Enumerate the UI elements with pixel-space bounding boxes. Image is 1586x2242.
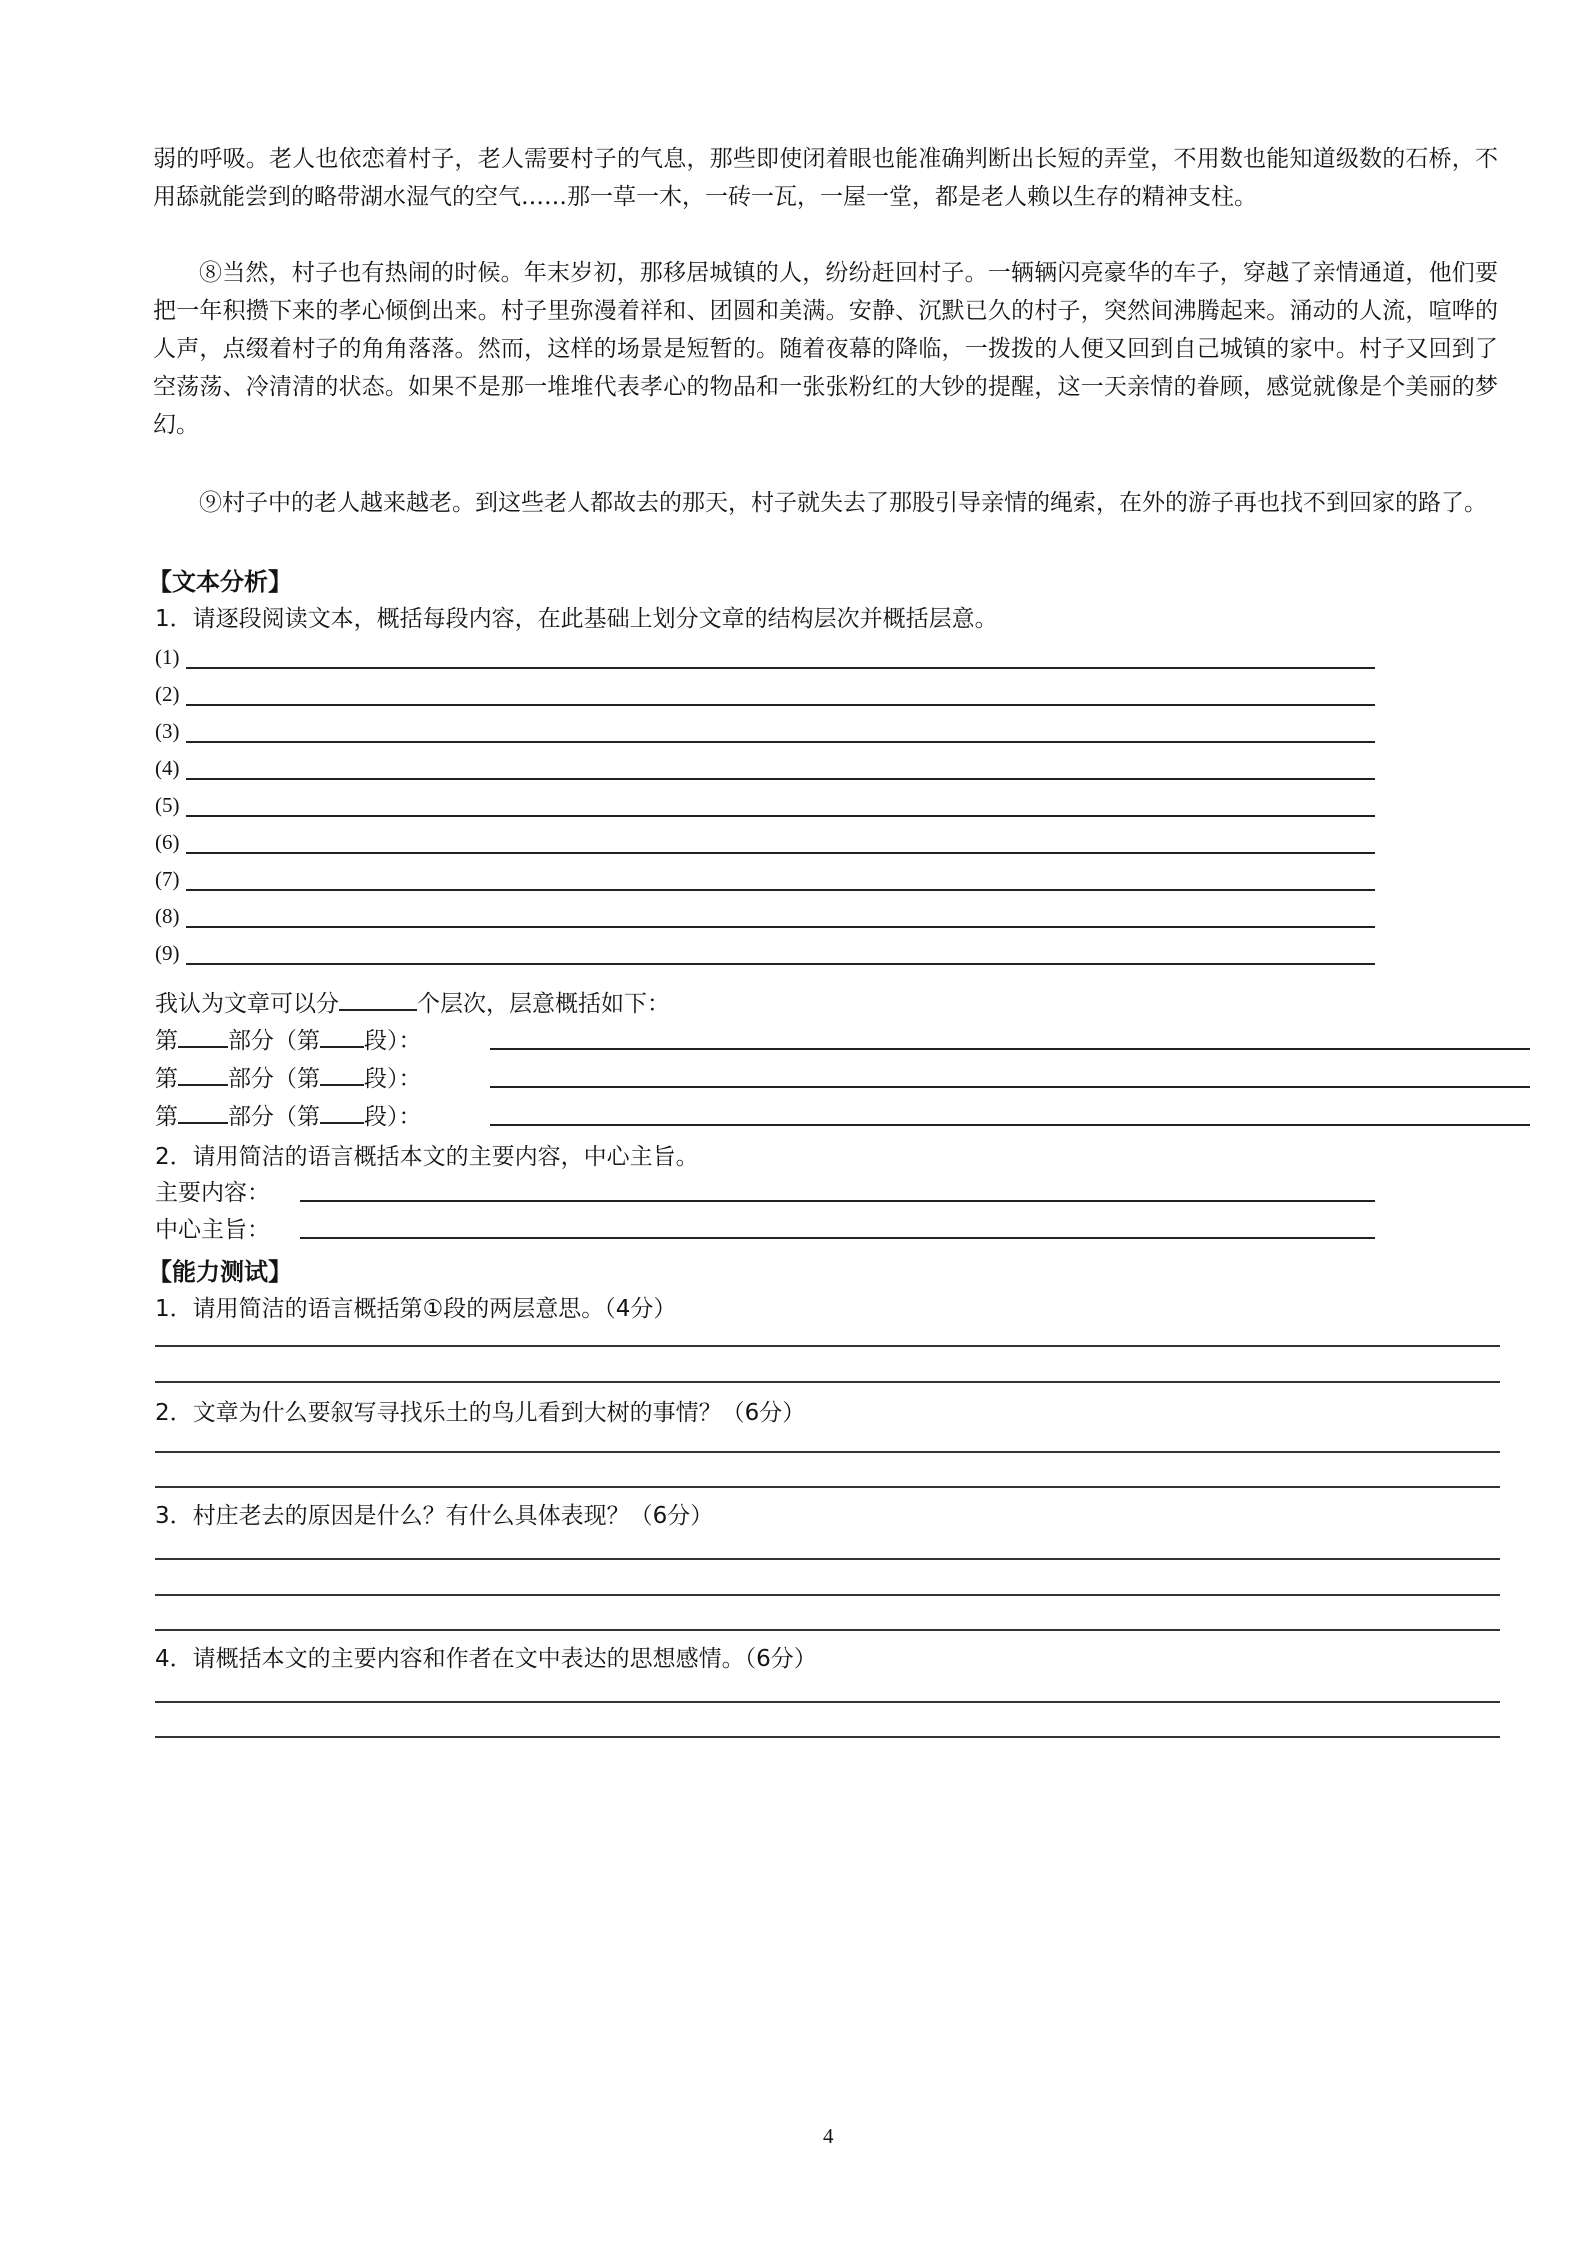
answer-line[interactable] xyxy=(155,1451,1500,1453)
test-question-3: 3．村庄老去的原因是什么？有什么具体表现？（6分） xyxy=(155,1503,714,1529)
analysis-question-2: 2．请用简洁的语言概括本文的主要内容，中心主旨。 xyxy=(155,1144,699,1170)
central-idea-row xyxy=(155,1211,1375,1243)
layer-summary-line[interactable] xyxy=(490,1048,1530,1050)
row-label: (1) xyxy=(155,645,180,669)
test-question-4: 4．请概括本文的主要内容和作者在文中表达的思想感情。（6分） xyxy=(155,1646,817,1672)
paragraph-answer-row-7[interactable] xyxy=(155,864,1375,894)
test-question-2: 2．文章为什么要叙写寻找乐土的鸟儿看到大树的事情？（6分） xyxy=(155,1400,806,1426)
row-label: (2) xyxy=(155,682,180,706)
part-number-blank[interactable] xyxy=(178,1022,228,1048)
paragraph-answer-row-8[interactable] xyxy=(155,901,1375,931)
central-idea-label: 中心主旨： xyxy=(155,1217,270,1243)
row-label: (6) xyxy=(155,830,180,854)
answer-line xyxy=(186,815,1375,817)
row-label: (4) xyxy=(155,756,180,780)
paragraph-answer-row-9[interactable] xyxy=(155,938,1375,968)
paragraph-range-blank[interactable] xyxy=(320,1022,364,1048)
paragraph-answer-row-4[interactable] xyxy=(155,753,1375,783)
answer-line xyxy=(186,852,1375,854)
analysis-question-1: 1．请逐段阅读文本，概括每段内容，在此基础上划分文章的结构层次并概括层意。 xyxy=(155,606,998,632)
paragraph-answer-row-3[interactable] xyxy=(155,716,1375,746)
paragraph-range-blank[interactable] xyxy=(320,1060,364,1086)
layer-count-blank[interactable] xyxy=(339,985,417,1011)
answer-line xyxy=(186,963,1375,965)
paragraph-range-blank[interactable] xyxy=(320,1098,364,1124)
answer-line[interactable] xyxy=(155,1629,1500,1631)
answer-line[interactable] xyxy=(155,1701,1500,1703)
answer-line xyxy=(186,889,1375,891)
passage-paragraph-continued: 弱的呼吸。老人也依恋着村子，老人需要村子的气息，那些即使闭着眼也能准确判断出长短的弄堂，不用数也能知道级数的石桥，不用舔就能尝到的略带湖水湿气的空气……那一草一木，一砖一瓦，一屋一堂，都是老人赖以生存的精神支柱。 xyxy=(153,146,1498,210)
passage-paragraph-9: ⑨村子中的老人越来越老。到这些老人都故去的那天，村子就失去了那股引导亲情的绳索，在外的游子再也找不到回家的路了。 xyxy=(199,490,1487,516)
part-number-blank[interactable] xyxy=(178,1060,228,1086)
answer-line[interactable] xyxy=(155,1594,1500,1596)
answer-line xyxy=(186,667,1375,669)
passage-paragraph-8: ⑧当然，村子也有热闹的时候。年末岁初，那移居城镇的人，纷纷赶回村子。一辆辆闪亮豪华的车子，穿越了亲情通道，他们要把一年积攒下来的孝心倾倒出来。村子里弥漫着祥和、团圆和美满。安静、沉默已久的村子，突然间沸腾起来。涌动的人流，喧哗的人声，点缀着村子的角角落落。然而，这样的场景是短暂的。随着夜幕的降临，一拨拨的人便又回到自己城镇的家中。村子又回到了空荡荡、冷清清的状态。如果不是那一堆堆代表孝心的物品和一张张粉红的大钞的提醒，这一天亲情的眷顾，感觉就像是个美丽的梦幻。 xyxy=(153,260,1498,438)
answer-line[interactable] xyxy=(155,1736,1500,1738)
answer-line[interactable] xyxy=(155,1381,1500,1383)
answer-line xyxy=(186,741,1375,743)
row-label: (8) xyxy=(155,904,180,928)
row-label: (7) xyxy=(155,867,180,891)
layer-summary-row-1: 第 部分（第 段）： xyxy=(155,1022,1375,1054)
text-analysis-heading: 【文本分析】 xyxy=(148,568,292,596)
layer-summary-line[interactable] xyxy=(490,1124,1530,1126)
layer-count-line: 我认为文章可以分 个层次，层意概括如下： xyxy=(155,985,670,1017)
main-content-row xyxy=(155,1174,1375,1206)
answer-line[interactable] xyxy=(155,1486,1500,1488)
test-question-1: 1．请用简洁的语言概括第①段的两层意思。（4分） xyxy=(155,1296,677,1322)
ability-test-heading: 【能力测试】 xyxy=(148,1258,292,1286)
main-content-line[interactable] xyxy=(300,1200,1375,1202)
part-number-blank[interactable] xyxy=(178,1098,228,1124)
answer-line xyxy=(186,778,1375,780)
paragraph-answer-row-1[interactable] xyxy=(155,642,1375,672)
row-label: (5) xyxy=(155,793,180,817)
layer-summary-line[interactable] xyxy=(490,1086,1530,1088)
row-label: (9) xyxy=(155,941,180,965)
layer-summary-row-2: 第 部分（第 段）： xyxy=(155,1060,1375,1092)
main-content-label: 主要内容： xyxy=(155,1180,270,1206)
page-number: 4 xyxy=(823,2124,834,2148)
paragraph-answer-row-2[interactable] xyxy=(155,679,1375,709)
layer-summary-row-3: 第 部分（第 段）： xyxy=(155,1098,1375,1130)
answer-line xyxy=(186,704,1375,706)
central-idea-line[interactable] xyxy=(300,1237,1375,1239)
paragraph-answer-row-6[interactable] xyxy=(155,827,1375,857)
answer-line[interactable] xyxy=(155,1345,1500,1347)
answer-line xyxy=(186,926,1375,928)
row-label: (3) xyxy=(155,719,180,743)
paragraph-answer-row-5[interactable] xyxy=(155,790,1375,820)
answer-line[interactable] xyxy=(155,1558,1500,1560)
